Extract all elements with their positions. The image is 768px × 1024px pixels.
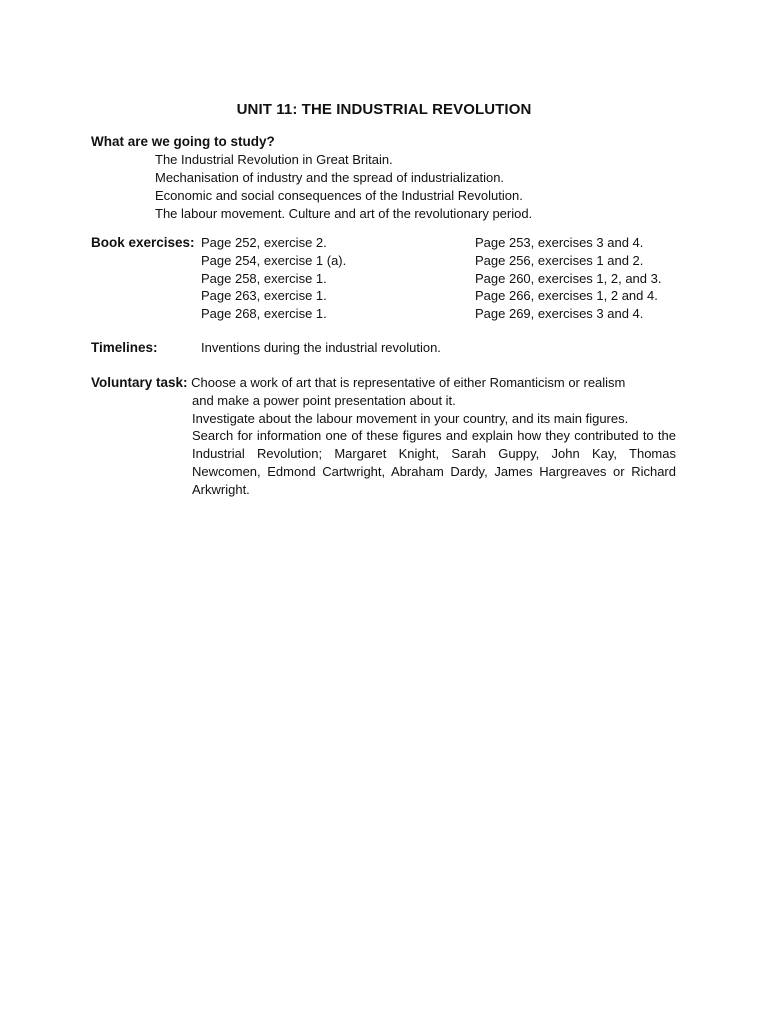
voluntary-task-block bbox=[91, 374, 676, 499]
voluntary-task-body bbox=[91, 392, 676, 499]
study-list bbox=[155, 151, 532, 223]
exercise-item: Page 269, exercises 3 and 4. bbox=[475, 306, 644, 322]
book-exercises-heading: Book exercises: bbox=[91, 235, 195, 250]
voluntary-task-paragraph-3: Search for information one of these figures and explain how they contributed to the Industrial Revolution; Margaret Knight, Sarah Guppy, John Kay, Thomas Newcomen, Edmond Cartwright, Abraham Dardy, James Hargreaves or Richard Arkwright. bbox=[192, 428, 676, 497]
document-title: UNIT 11: THE INDUSTRIAL REVOLUTION bbox=[236, 101, 532, 118]
exercise-item: Page 258, exercise 1. bbox=[201, 270, 327, 286]
study-item: The labour movement. Culture and art of the revolutionary period. bbox=[155, 206, 533, 221]
exercise-item: Page 252, exercise 2. bbox=[201, 235, 327, 250]
voluntary-task-paragraph-2: Investigate about the labour movement in your country, and its main figures. bbox=[192, 410, 629, 426]
study-heading: What are we going to study? bbox=[91, 134, 275, 149]
exercise-item: Page 260, exercises 1, 2, and 3. bbox=[475, 270, 662, 286]
book-exercises-left-list bbox=[201, 234, 346, 323]
exercise-item: Page 266, exercises 1, 2 and 4. bbox=[475, 288, 658, 304]
voluntary-task-line1-continued: and make a power point presentation about it. bbox=[192, 392, 456, 408]
study-item: Economic and social consequences of the Industrial Revolution. bbox=[155, 188, 523, 203]
study-item: Mechanisation of industry and the spread of industrialization. bbox=[155, 170, 505, 185]
timelines-heading: Timelines: bbox=[91, 340, 158, 355]
exercise-item: Page 268, exercise 1. bbox=[201, 306, 327, 322]
timelines-text: Inventions during the industrial revolution. bbox=[201, 340, 441, 355]
book-exercises-right-list bbox=[475, 234, 661, 323]
study-item: The Industrial Revolution in Great Britain. bbox=[155, 152, 393, 167]
exercise-item: Page 254, exercise 1 (a). bbox=[201, 252, 347, 268]
voluntary-task-heading: Voluntary task: bbox=[91, 375, 188, 390]
voluntary-task-first-line bbox=[91, 374, 676, 392]
exercise-item: Page 253, exercises 3 and 4. bbox=[475, 235, 644, 250]
exercise-item: Page 263, exercise 1. bbox=[201, 288, 327, 304]
voluntary-task-line1: Choose a work of art that is representative of either Romanticism or realism bbox=[191, 375, 626, 390]
exercise-item: Page 256, exercises 1 and 2. bbox=[475, 252, 644, 268]
